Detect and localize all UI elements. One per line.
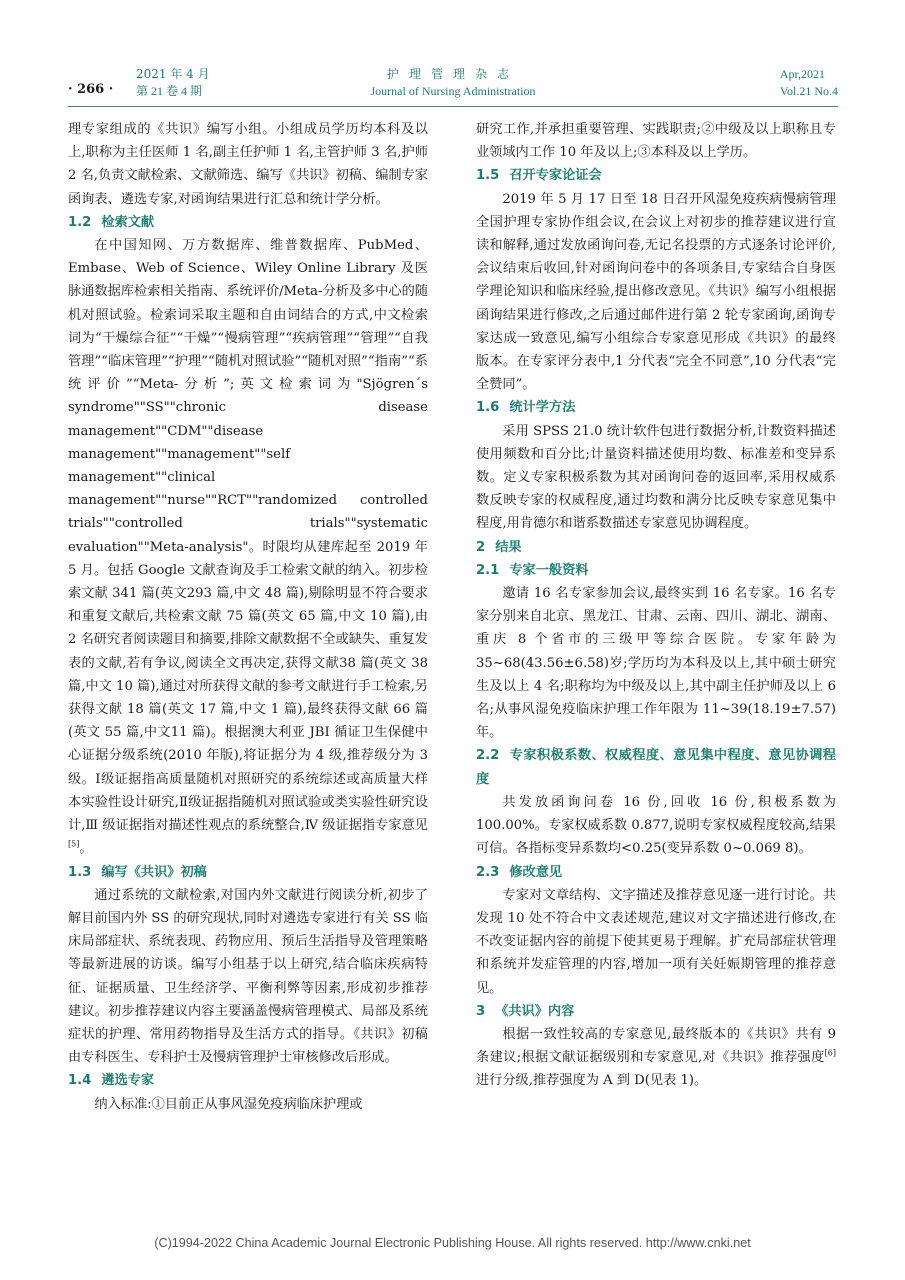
section-title: 《共识》内容 <box>495 1003 575 1019</box>
paragraph: 理专家组成的《共识》编写小组。小组成员学历均本科及以上,职称为主任医师 1 名,副主任护师 1 名,主管护师 3 名,护师 2 名,负责文献检索、文献筛选、编写《共识》初稿、编制专家函询表、遴选专家,对函询结果进行汇总和统计学分析。 <box>68 122 428 207</box>
citation-ref: [5] <box>68 839 80 849</box>
section-number: 2.1 <box>476 562 500 578</box>
header-volume-line: 第 21 卷 4 期 <box>136 84 203 98</box>
section-heading-2-2 <box>476 744 836 790</box>
section-heading-2-1 <box>476 559 836 582</box>
section-number: 2 <box>476 539 486 555</box>
section-title: 结果 <box>495 539 522 555</box>
section-heading-2-3 <box>476 861 836 884</box>
paragraph-text: 进行分级,推荐强度为 A 到 D(见表 1)。 <box>476 1073 708 1089</box>
paragraph-text: 。 <box>79 841 93 857</box>
section-title: 遴选专家 <box>101 1073 155 1089</box>
journal-title-en: Journal of Nursing Administration <box>370 84 536 98</box>
section-number: 2.2 <box>476 748 500 764</box>
citation-ref: [6] <box>824 1048 836 1058</box>
section-heading-2 <box>476 536 836 559</box>
paragraph: 采用 SPSS 21.0 统计软件包进行数据分析,计数资料描述使用频数和百分比;计量资料描述使用均数、标准差和变异系数。定义专家积极系数为其对函询问卷的返回率,采用权威系数反映专家的权威程度,通过均数和满分比反映专家意见集中程度,用肯德尔和谐系数描述专家意见协调程度。 <box>476 423 836 532</box>
paragraph: 邀请 16 名专家参加会议,最终实到 16 名专家。16 名专家分别来自北京、黑龙江、甘肃、云南、四川、湖北、湖南、重庆 8 个省市的三级甲等综合医院。专家年龄为 35~68(43.56±6.58)岁;学历均为本科及以上,其中硕士研究生及以上 4 名;职称均为中级及以上,其中副主任护师及以上 6 名;从事风湿免疫临床护理工作年限为 11~39(18.19±7.57)年。 <box>476 586 836 741</box>
running-header <box>68 66 838 107</box>
header-issue-volume: Vol.21 No.4 <box>779 84 838 98</box>
journal-title <box>68 66 838 100</box>
left-column <box>68 118 428 1116</box>
section-number: 1.5 <box>476 168 500 184</box>
right-column <box>476 118 836 1093</box>
paragraph-text: 根据一致性较高的专家意见,最终版本的《共识》共有 9 条建议;根据文献证据级别和专家意见,对《共识》推荐强度 <box>476 1026 836 1066</box>
section-title: 专家积极系数、权威程度、意见集中程度、意见协调程度 <box>476 748 836 787</box>
section-heading-1-5 <box>476 164 836 187</box>
section-title: 专家一般资料 <box>509 562 589 578</box>
page-number: · 266 · <box>68 82 114 97</box>
paragraph-text: 在中国知网、万方数据库、维普数据库、PubMed、Embase、Web of Science、Wiley Online Library 及医脉通数据库检索相关指南、系统评价/Meta-分析及多中心的随机对照试验。检索词采取主题和自由词结合的方式,中文检索词为“干燥综合征”“干燥”“慢病管理”“疾病管理”“管理”“自我管理”“临床管理”“护理”“随机对照试验”“随机对照”“指南”“系统评价”“Meta-分析”;英文检索词为"Sjögren´s syndrome""SS""chronic disease management""CDM""disease management""management""self management""clinical management""nurse""RCT""randomized controlled trials""controlled trials""systematic evaluation""Meta-analysis"。时限均从建库起至 2019 年 5 月。包括 Google 文献查询及手工检索文献的纳入。初步检索文献 341 篇(英文293 篇,中文 48 篇),剔除明显不符合要求和重复文献后,共检索文献 75 篇(英文 65 篇,中文 10 篇),由 2 名研究者阅读题目和摘要,排除文献数据不全或缺失、重复发表的文献,若有争议,阅读全文再决定,获得文献38 篇(英文 38 篇,中文 10 篇),通过对所获得文献的参考文献进行手工检索,另获得文献 18 篇(英文 17 篇,中文 1 篇),最终获得文献 66 篇(英文 55 篇,中文11 篇)。根据澳大利亚 JBI 循证卫生保健中心证据分级系统(2010 年版),将证据分为 4 级,推荐级分为 3 级。Ⅰ级证据指高质量随机对照研究的系统综述或高质量大样本实验性设计研究,Ⅱ级证据指随机对照试验或类实验性研究设计,Ⅲ 级证据指对描述性观点的系统整合,Ⅳ 级证据指专家意见 <box>68 238 428 834</box>
paragraph: 共发放函询问卷 16 份,回收 16 份,积极系数为 100.00%。专家权威系数 0.877,说明专家权威程度较高,结果可信。各指标变异系数均<0.25(变异系数 0~0.069 8)。 <box>476 794 836 857</box>
paragraph: 2019 年 5 月 17 日至 18 日召开风湿免疫疾病慢病管理全国护理专家协作组会议,在会议上对初步的推荐建议进行宣读和解释,通过发放函询问卷,无记名投票的方式逐条讨论评价,会议结束后收回,针对函询问卷中的各项条目,专家结合自身医学理论知识和临床经验,提出修改意见。《共识》编写小组根据函询结果进行修改,之后通过邮件进行第 2 轮专家函询,函询专家达成一致意见,编写小组综合专家意见形成《共识》的最终版本。在专家评分表中,1 分代表“完全不同意”,10 分代表“完全赞同”。 <box>476 191 836 393</box>
header-issue <box>780 66 838 100</box>
section-number: 1.4 <box>68 1073 92 1089</box>
section-title: 统计学方法 <box>509 400 576 416</box>
journal-title-cn: 护理管理杂志 <box>386 67 519 81</box>
section-number: 1.6 <box>476 400 500 416</box>
section-title: 修改意见 <box>509 864 563 880</box>
paragraph: 研究工作,并承担重要管理、实践职责;②中级及以上职称且专业领域内工作 10 年及以上;③本科及以上学历。 <box>476 122 836 161</box>
section-heading-3 <box>476 1000 836 1023</box>
copyright-footer: (C)1994-2022 China Academic Journal Electronic Publishing House. All rights reserved. http://www.cnki.net <box>154 1236 751 1250</box>
section-heading-1-6 <box>476 396 836 419</box>
header-issue-date: Apr,2021 <box>779 67 826 81</box>
section-number: 1.2 <box>68 214 92 230</box>
section-title: 编写《共识》初稿 <box>101 864 207 880</box>
section-heading-1-4 <box>68 1069 428 1092</box>
section-number: 1.3 <box>68 864 92 880</box>
section-number: 2.3 <box>476 864 500 880</box>
header-date-line: 2021 年 4 月 <box>136 67 210 81</box>
section-heading-1-2 <box>68 211 428 234</box>
paragraph: 通过系统的文献检索,对国内外文献进行阅读分析,初步了解目前国内外 SS 的研究现状,同时对遴选专家进行有关 SS 临床局部症状、系统表现、药物应用、预后生活指导及管理策略等最新进展的访谈。编写小组基于以上研究,结合临床疾病特征、证据质量、卫生经济学、平衡利弊等因素,形成初步推荐建议。初步推荐建议内容主要涵盖慢病管理模式、局部及系统症状的护理、常用药物指导及生活方式的指导。《共识》初稿由专科医生、专科护士及慢病管理护士审核修改后形成。 <box>68 887 428 1066</box>
section-title: 检索文献 <box>101 214 155 230</box>
section-title: 召开专家论证会 <box>509 168 602 184</box>
paragraph <box>68 234 428 860</box>
paragraph: 专家对文章结构、文字描述及推荐意见逐一进行讨论。共发现 10 处不符合中文表述规范,建议对文字描述进行修改,在不改变证据内容的前提下使其更易于理解。扩充局部症状管理和系统并发症管理的内容,增加一项有关妊娠期管理的推荐意见。 <box>476 887 836 996</box>
paragraph <box>476 1023 836 1093</box>
paragraph: 纳入标准:①目前正从事风湿免疫病临床护理或 <box>94 1096 363 1112</box>
section-heading-1-3 <box>68 861 428 884</box>
section-number: 3 <box>476 1003 486 1019</box>
